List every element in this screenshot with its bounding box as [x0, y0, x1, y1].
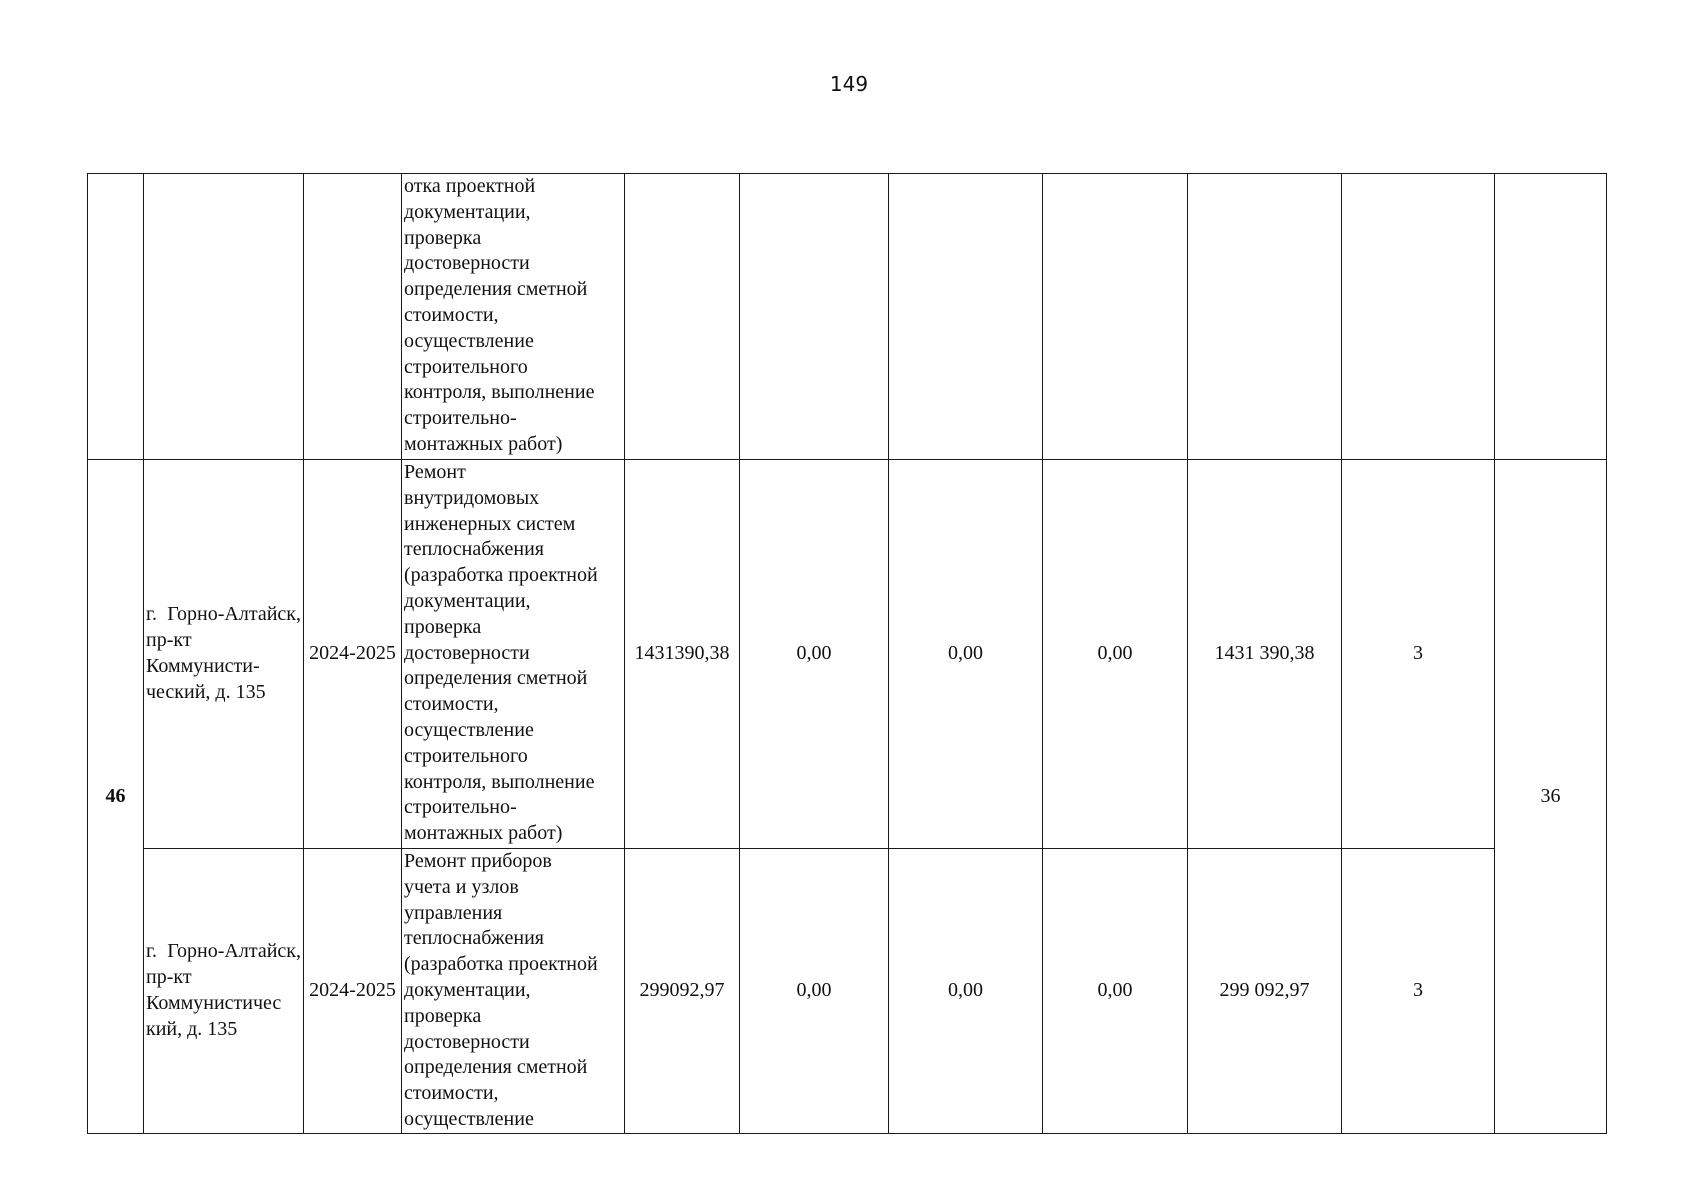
description-line: теплоснабжения: [404, 538, 544, 561]
description-line: Ремонт: [404, 461, 466, 483]
description-line: Ремонт приборов: [404, 850, 552, 872]
description-line: стоимости,: [404, 693, 499, 716]
cell-value-1: 0,00: [740, 460, 889, 849]
cell-total: [1188, 174, 1342, 460]
description-line: проверка: [404, 226, 482, 249]
cell-value-2: 0,00: [889, 460, 1043, 849]
description-line: определения сметной: [404, 278, 588, 301]
table-row: [88, 460, 1607, 849]
description-line: контроля, выполнение: [404, 381, 595, 404]
cell-count: [1342, 174, 1495, 460]
cell-last: [1495, 174, 1607, 460]
cell-number: [88, 174, 144, 460]
cell-period: 2024-2025: [304, 460, 402, 849]
description-line: строительно-: [404, 407, 517, 430]
description-line: управления: [404, 901, 503, 924]
cell-amount: 299092,97: [625, 849, 740, 1134]
description-line: достоверности: [404, 641, 530, 664]
description-line: теплоснабжения: [404, 927, 544, 950]
description-line: достоверности: [404, 1030, 530, 1053]
description-line: осуществление: [404, 329, 534, 352]
cell-amount: [625, 174, 740, 460]
description-line: проверка: [404, 1004, 482, 1027]
works-table: [87, 173, 1607, 1134]
page-number: 149: [829, 72, 869, 96]
description-line: строительно-: [404, 796, 517, 819]
description-line: стоимости,: [404, 1082, 499, 1105]
description-line: стоимости,: [404, 303, 499, 326]
cell-total: 299 092,97: [1188, 849, 1342, 1134]
cell-period: 2024-2025: [304, 849, 402, 1134]
cell-address: г. Горно-Алтайск, пр-кт Коммунисти-ческий, д. 135: [144, 460, 304, 849]
cell-count: 3: [1342, 460, 1495, 849]
description-line: (разработка проектной: [404, 953, 598, 976]
description-line: проверка: [404, 615, 482, 638]
cell-value-1: [740, 174, 889, 460]
description-line: осуществление: [404, 1107, 534, 1130]
description-line: монтажных работ): [404, 822, 563, 845]
description-line: отка проектной: [404, 175, 536, 197]
cell-number: 46: [88, 460, 144, 1134]
description-line: документации,: [404, 200, 531, 223]
cell-address: г. Горно-Алтайск, пр-кт Коммунистичес кий, д. 135: [144, 849, 304, 1134]
description-line: монтажных работ): [404, 432, 563, 455]
cell-description: [402, 849, 625, 1134]
cell-value-3: 0,00: [1043, 849, 1188, 1134]
description-line: достоверности: [404, 252, 530, 275]
cell-total: 1431 390,38: [1188, 460, 1342, 849]
description-line: осуществление: [404, 718, 534, 741]
cell-last: 36: [1495, 460, 1607, 1134]
description-line: учета и узлов: [404, 875, 519, 898]
cell-address: [144, 174, 304, 460]
cell-description: [402, 174, 625, 460]
description-line: контроля, выполнение: [404, 770, 595, 793]
description-line: определения сметной: [404, 667, 588, 690]
description-line: документации,: [404, 978, 531, 1001]
cell-description: [402, 460, 625, 849]
cell-value-2: 0,00: [889, 849, 1043, 1134]
cell-value-2: [889, 174, 1043, 460]
description-line: документации,: [404, 589, 531, 612]
cell-value-3: [1043, 174, 1188, 460]
cell-period: [304, 174, 402, 460]
description-line: (разработка проектной: [404, 564, 598, 587]
description-line: строительного: [404, 355, 528, 378]
cell-value-1: 0,00: [740, 849, 889, 1134]
cell-amount: 1431390,38: [625, 460, 740, 849]
description-line: определения сметной: [404, 1056, 588, 1079]
description-line: инженерных систем: [404, 512, 576, 535]
cell-value-3: 0,00: [1043, 460, 1188, 849]
table-row: [88, 174, 1607, 460]
cell-count: 3: [1342, 849, 1495, 1134]
description-line: внутридомовых: [404, 486, 540, 509]
description-line: строительного: [404, 744, 528, 767]
table-row: [88, 849, 1607, 1134]
